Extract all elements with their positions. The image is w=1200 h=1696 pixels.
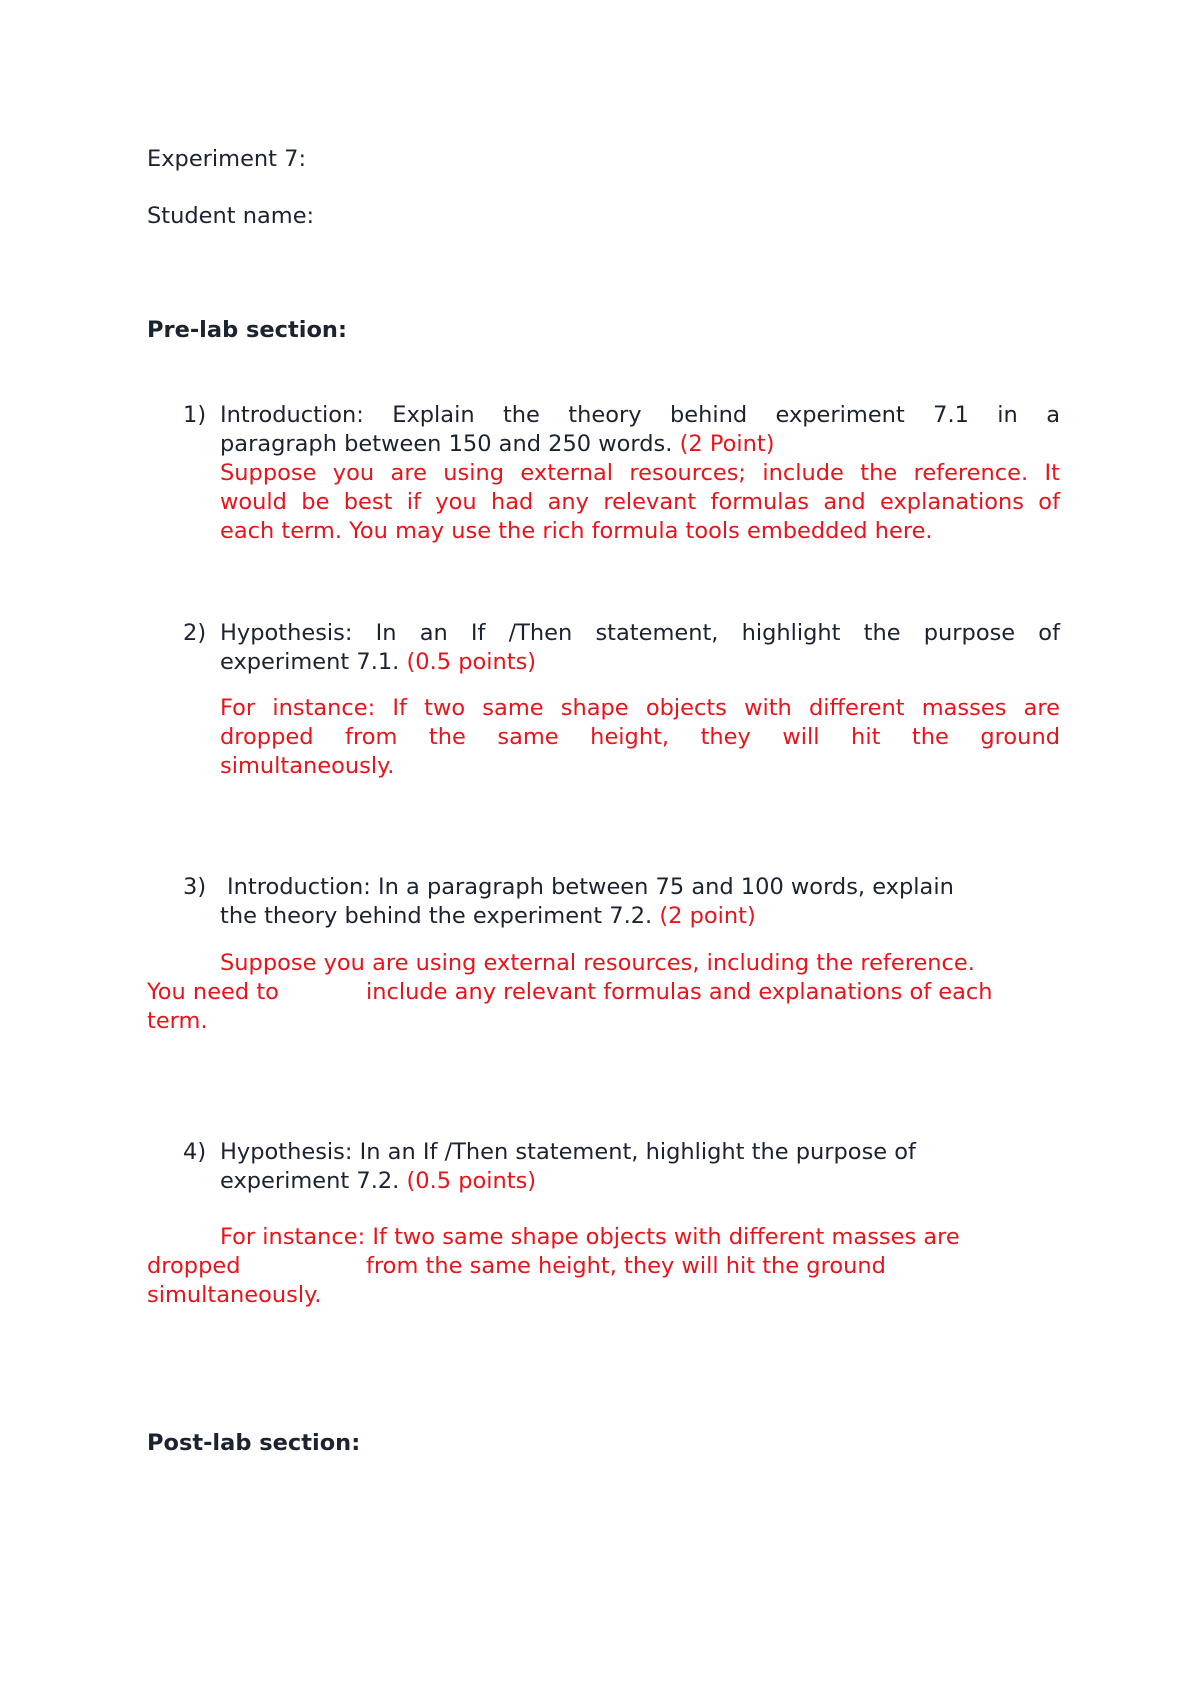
note-line: dropped from the same height, they will hit the ground (220, 724, 1060, 750)
postlab-heading: Post-lab section: (147, 1430, 361, 1456)
item-text-line-with-points (220, 430, 774, 459)
item-number: 1) (183, 402, 207, 428)
note-line: term. (147, 1008, 208, 1034)
note-line: from the same height, they will hit the ground (366, 1253, 886, 1279)
item-text-line: Introduction: In a paragraph between 75 and 100 words, explain (227, 874, 954, 900)
item-text-line: Hypothesis: In an If /Then statement, highlight the purpose of (220, 620, 1060, 646)
item-text: paragraph between 150 and 250 words. (220, 431, 673, 457)
item-text: the theory behind the experiment 7.2. (220, 903, 653, 929)
item-text-line-with-points (220, 1167, 536, 1196)
note-line: For instance: If two same shape objects with different masses are (220, 1224, 960, 1250)
prelab-heading: Pre-lab section: (147, 317, 347, 343)
item-number: 2) (183, 620, 207, 646)
item-number: 3) (183, 874, 207, 900)
experiment-label: Experiment 7: (147, 146, 307, 172)
points-badge: (0.5 points) (406, 1168, 537, 1194)
note-line: simultaneously. (147, 1282, 322, 1308)
note-line: each term. You may use the rich formula tools embedded here. (220, 518, 933, 544)
item-text-line: Introduction: Explain the theory behind experiment 7.1 in a (220, 402, 1060, 428)
student-name-label: Student name: (147, 203, 315, 229)
note-line: For instance: If two same shape objects with different masses are (220, 695, 1060, 721)
note-line: Suppose you are using external resources; include the reference. It (220, 460, 1060, 486)
note-line: include any relevant formulas and explanations of each (366, 979, 993, 1005)
note-line: Suppose you are using external resources, including the reference. (220, 950, 975, 976)
item-number: 4) (183, 1139, 207, 1165)
item-text: experiment 7.2. (220, 1168, 400, 1194)
note-line: You need to (147, 979, 279, 1005)
note-line: simultaneously. (220, 753, 395, 779)
item-text-line: Hypothesis: In an If /Then statement, highlight the purpose of (220, 1139, 916, 1165)
note-line: dropped (147, 1253, 241, 1279)
points-badge: (2 point) (659, 903, 756, 929)
points-badge: (0.5 points) (406, 649, 537, 675)
item-text: experiment 7.1. (220, 649, 400, 675)
note-line: would be best if you had any relevant formulas and explanations of (220, 489, 1060, 515)
item-text-line-with-points (220, 648, 536, 677)
item-text-line-with-points (220, 902, 756, 931)
points-badge: (2 Point) (679, 431, 775, 457)
